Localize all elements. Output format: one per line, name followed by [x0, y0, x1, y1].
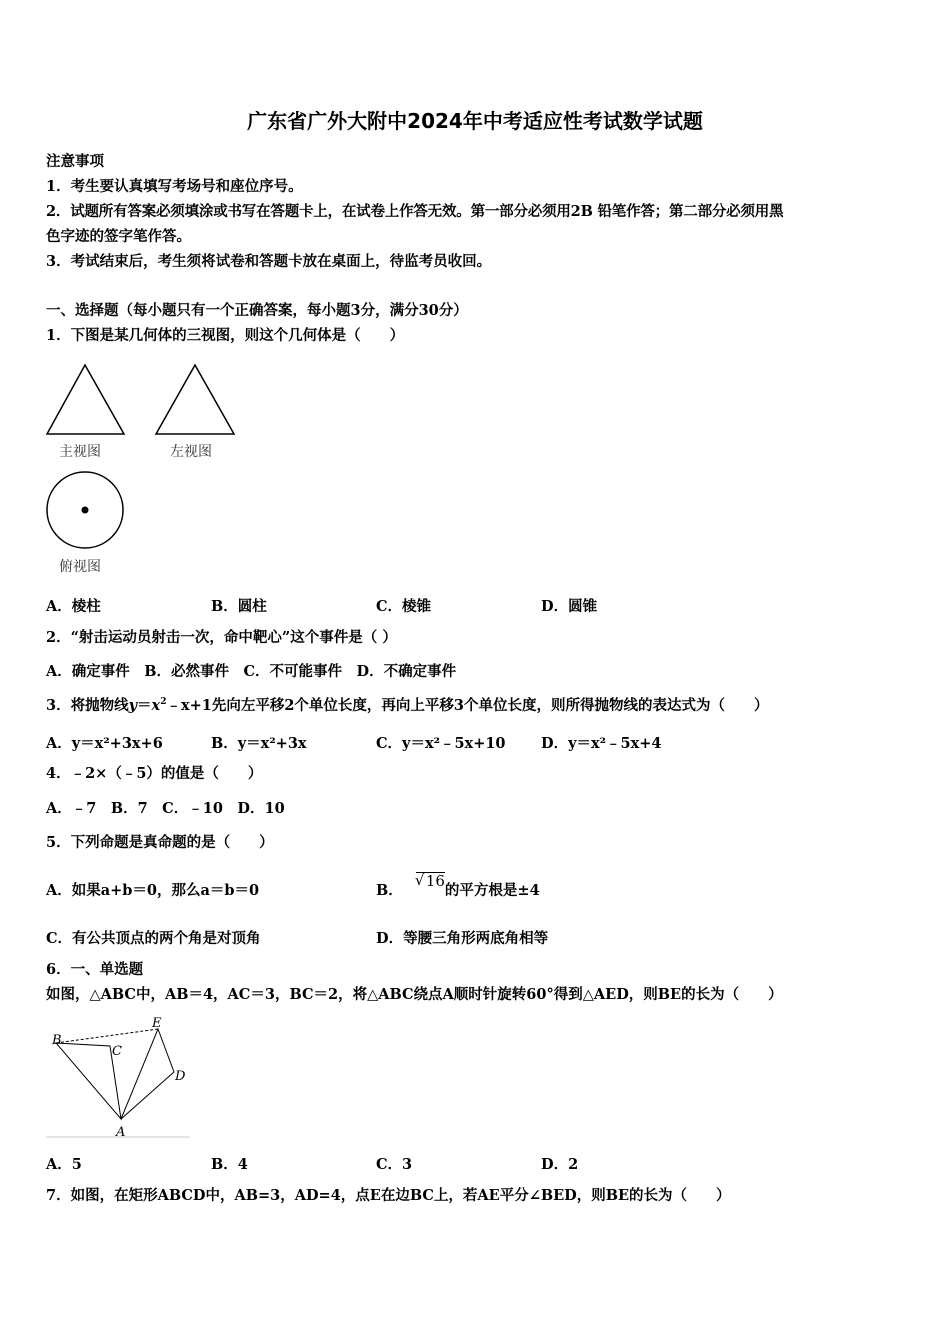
label-d: D: [175, 1069, 186, 1084]
rotation-figure: [44, 1015, 192, 1139]
label-e: E: [152, 1016, 162, 1031]
side-view-triangle: [156, 365, 234, 434]
q4-options: A．﹣7 B．7 C．﹣10 D．10: [46, 800, 285, 817]
notice-item-2-cont: 色字迹的签字笔作答。: [46, 228, 191, 245]
q3-option-b: B．y＝x²+3x: [211, 735, 307, 752]
notice-item-1: 1．考生要认真填写考场号和座位序号。: [46, 178, 303, 195]
label-side-view: 左视图: [170, 444, 212, 460]
q3-option-d: D．y＝x²﹣5x+4: [541, 735, 662, 752]
q3-option-a: A．y＝x²+3x+6: [46, 735, 163, 752]
q1-option-b: B．圆柱: [211, 598, 267, 615]
page-title: 广东省广外大附中2024年中考适应性考试数学试题: [247, 109, 703, 133]
q6-head: 6．一、单选题: [46, 961, 144, 978]
q1-option-d: D．圆锥: [541, 598, 598, 615]
q3-option-c: C．y＝x²﹣5x+10: [376, 735, 506, 752]
front-view-triangle: [47, 365, 124, 434]
q1-option-c: C．棱锥: [376, 598, 432, 615]
q2-stem: 2．“射击运动员射击一次，命中靶心”这个事件是（ ）: [46, 629, 397, 646]
q5-option-b: B． √ 16的平方根是±4: [376, 871, 540, 899]
q6-option-a: A．5: [46, 1156, 82, 1173]
q6-option-b: B．4: [211, 1156, 248, 1173]
notice-item-2: 2．试题所有答案必须填涂或书写在答题卡上，在试卷上作答无效。第一部分必须用2B 铅笔作答；第二部分必须用黑: [46, 203, 784, 220]
q6-stem: 如图，△ABC中，AB＝4，AC＝3，BC＝2，将△ABC绕点A顺时针旋转60°得到△AED，则BE的长为（ ）: [46, 986, 783, 1003]
label-front-view: 主视图: [59, 444, 101, 460]
q2-options: A．确定事件 B．必然事件 C．不可能事件 D．不确定事件: [46, 663, 457, 680]
q6-option-c: C．3: [376, 1156, 413, 1173]
notice-item-3: 3．考试结束后，考生须将试卷和答题卡放在桌面上，待监考员收回。: [46, 253, 492, 270]
q6-option-d: D．2: [541, 1156, 579, 1173]
q1-option-a: A．棱柱: [46, 598, 101, 615]
notice-heading: 注意事项: [46, 153, 104, 170]
top-view-center-dot: [82, 507, 89, 514]
label-top-view: 俯视图: [59, 559, 101, 575]
sqrt-16: √ 16: [414, 871, 445, 890]
q1-stem: 1．下图是某几何体的三视图，则这个几何体是（ ）: [46, 327, 405, 344]
q5-stem: 5．下列命题是真命题的是（ ）: [46, 834, 274, 851]
label-c: C: [112, 1044, 122, 1059]
label-b: B: [52, 1033, 62, 1048]
section-heading: 一、选择题（每小题只有一个正确答案，每小题3分，满分30分）: [46, 302, 468, 319]
q4-stem: 4．﹣2×（﹣5）的值是（ ）: [46, 765, 263, 782]
three-view-figure: [40, 360, 245, 580]
q3-stem: 3．将抛物线$y=x^2﹣x+1$先向左平移2个单位长度，再向上平移3个单位长度，则所得抛物线的表达式为（ ）: [46, 697, 769, 714]
q7-stem: 7．如图，在矩形ABCD中，AB=3，AD=4，点E在边BC上，若AE平分∠BED，则BE的长为（ ）: [46, 1187, 731, 1204]
q5-option-d: D．等腰三角形两底角相等: [376, 930, 549, 947]
q5-option-a: A．如果a+b＝0，那么a＝b＝0: [46, 882, 260, 899]
segment-be: [56, 1029, 158, 1043]
q5-option-c: C．有公共顶点的两个角是对顶角: [46, 930, 261, 947]
label-a: A: [116, 1125, 126, 1139]
triangle-aed: [121, 1029, 174, 1119]
